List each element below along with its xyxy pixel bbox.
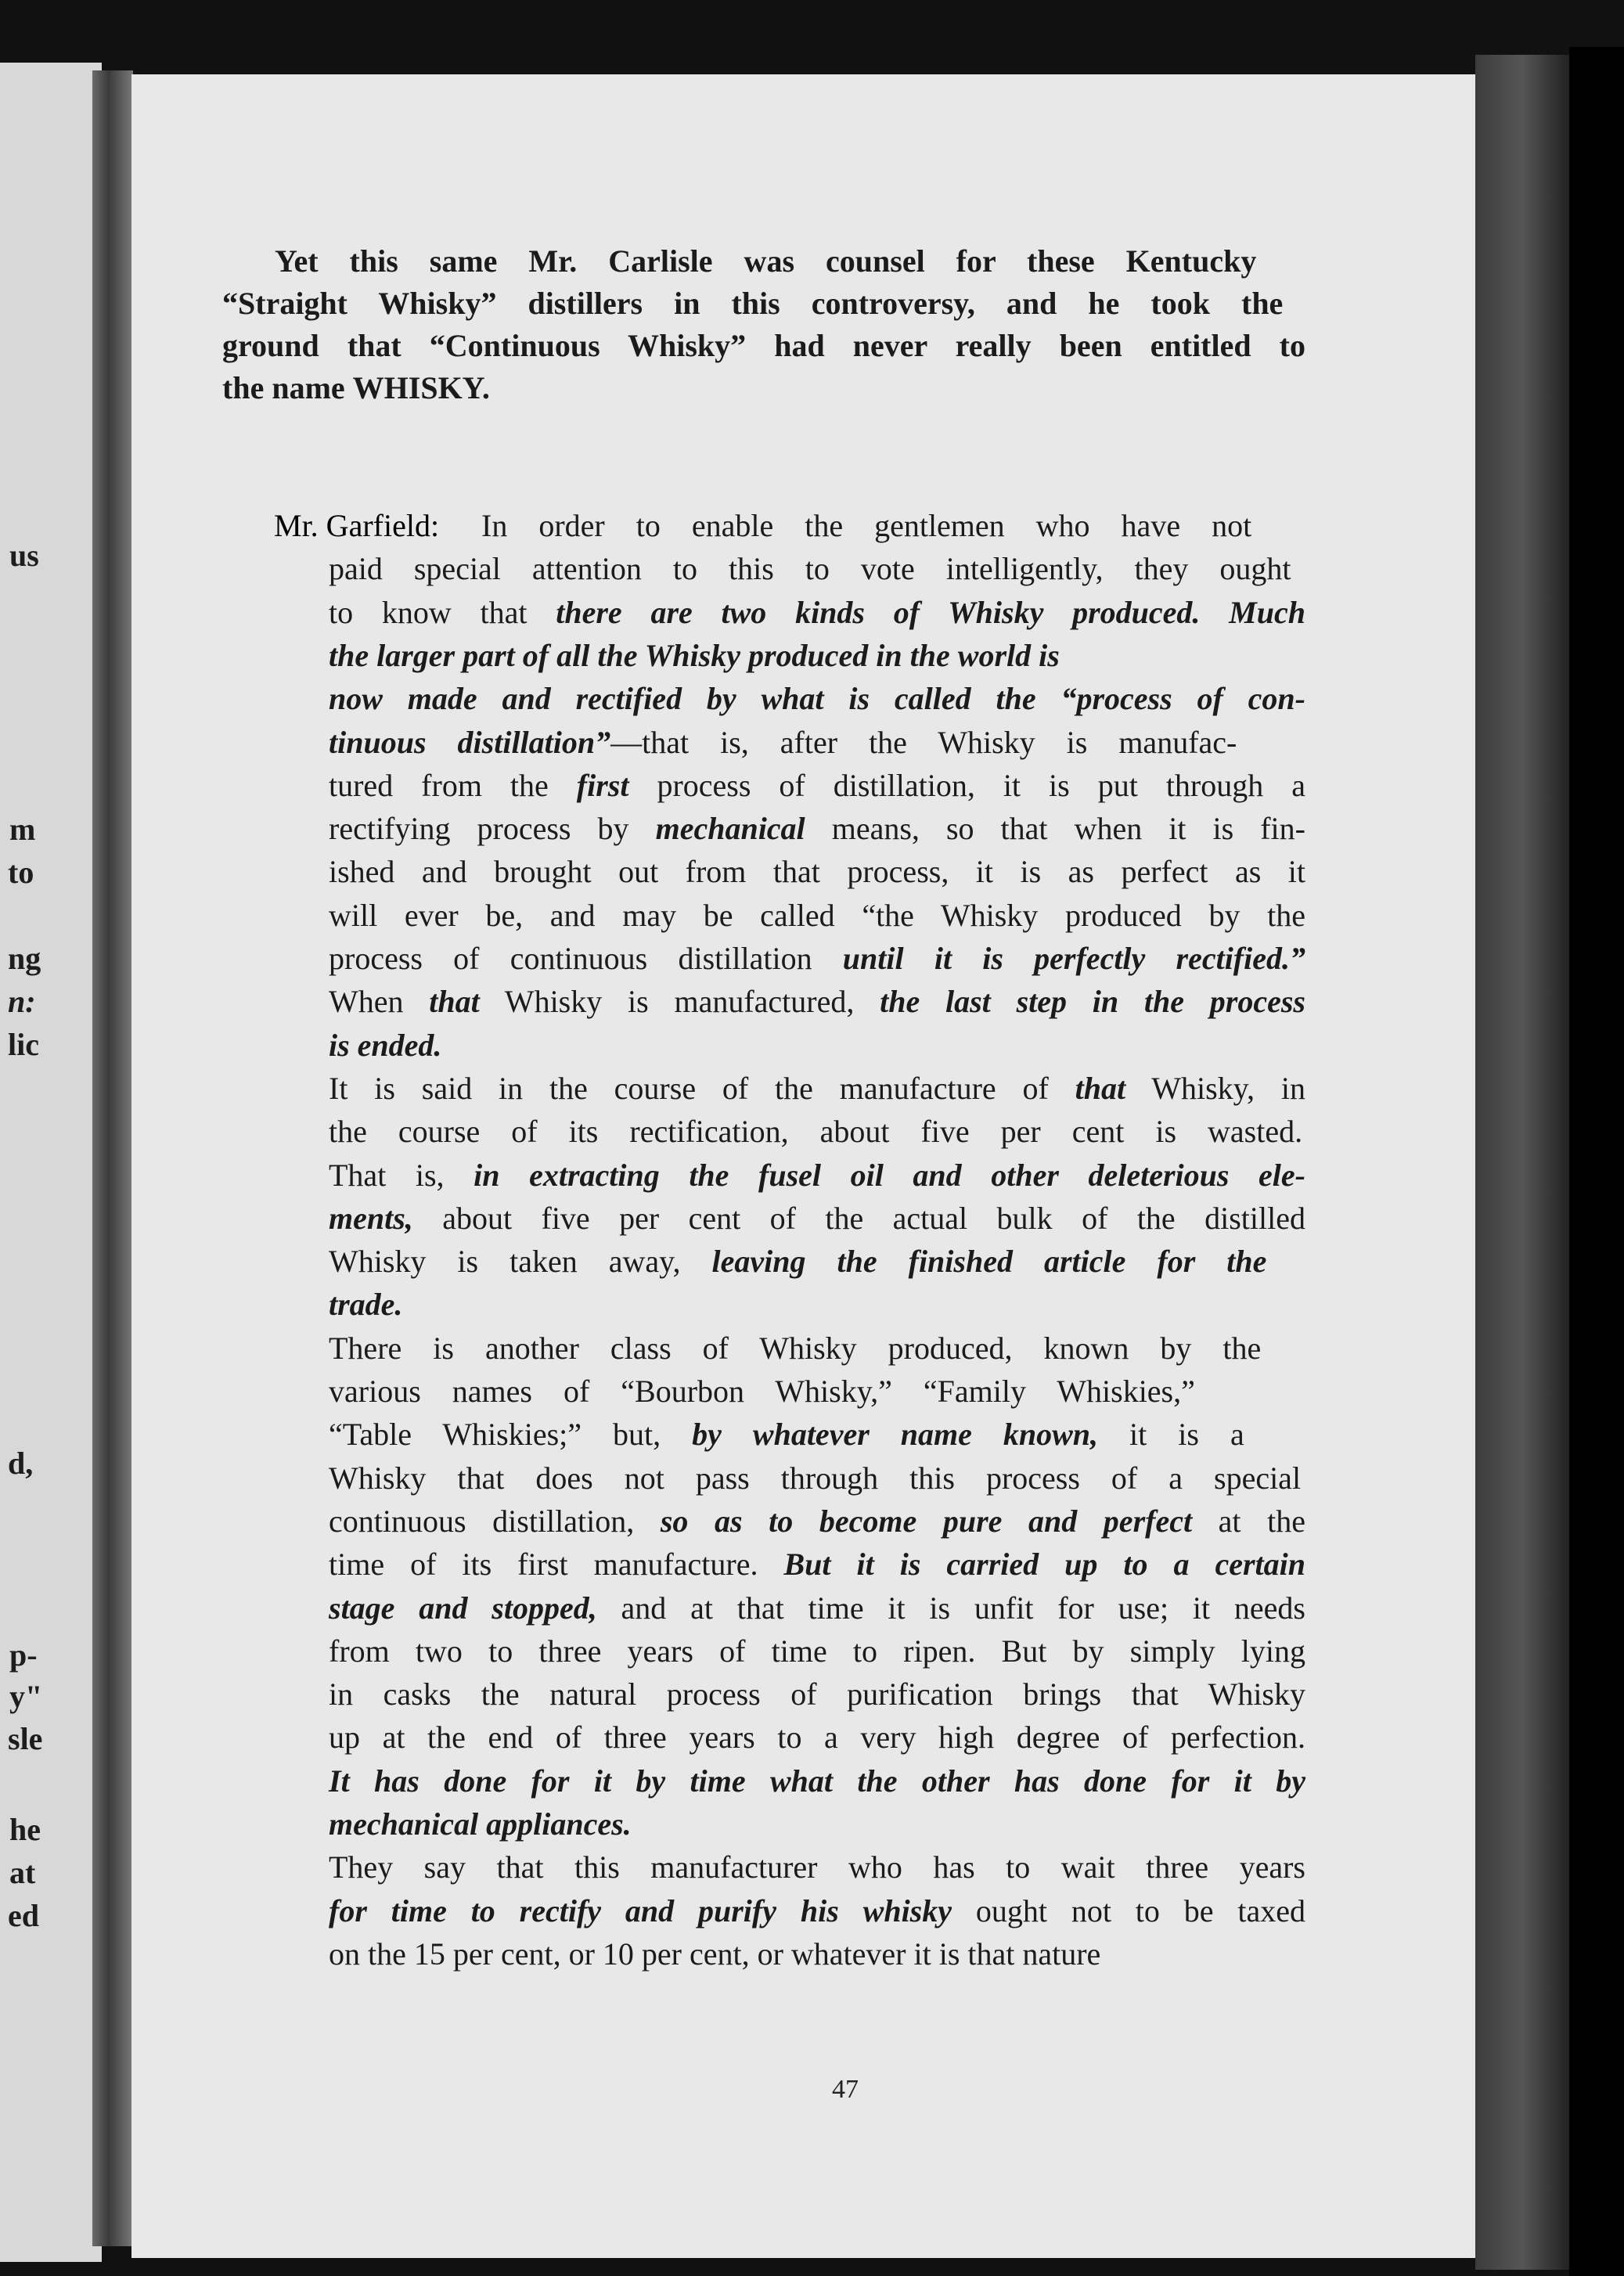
- text-run: in casks the natural process of purification brings that Whisky: [329, 1676, 1305, 1712]
- italic-run: mechanical appliances.: [329, 1806, 632, 1842]
- text-run: and at that time it is unfit for use; it needs: [596, 1590, 1305, 1626]
- text-run: When: [329, 984, 430, 1020]
- speech-line: [329, 1716, 1305, 1759]
- text-run: Whisky is manufactured,: [479, 984, 880, 1020]
- text-run: ought not to be taxed: [952, 1892, 1305, 1928]
- speech-line: [329, 1370, 1195, 1413]
- text-line: Yet this same Mr. Carlisle was counsel for these Kentucky: [275, 243, 1257, 279]
- italic-run: It has done for it by time what the other has done for it by: [329, 1763, 1305, 1799]
- speech-line: [481, 505, 1251, 547]
- italic-run: in extracting the fusel oil and other deleterious ele-: [474, 1157, 1305, 1193]
- speech-line: [329, 895, 1305, 937]
- text-run: will ever be, and may be called “the Whisky produced by the: [329, 897, 1305, 933]
- book-gutter: [92, 70, 133, 2246]
- speech-line: [329, 1241, 1266, 1283]
- italic-run: first: [576, 767, 629, 803]
- left-page-fragment: ed: [8, 1898, 39, 1933]
- text-run: various names of “Bourbon Whisky,” “Family Whiskies,”: [329, 1374, 1195, 1409]
- text-run: process of distillation, it is put through a: [628, 767, 1305, 803]
- text-run: Whisky is taken away,: [329, 1244, 712, 1280]
- scan-border: [1569, 47, 1624, 2276]
- speech-line: [329, 1284, 402, 1326]
- speech-line: [329, 851, 1305, 893]
- speech-line: [329, 678, 1305, 720]
- italic-run: by whatever name known,: [692, 1417, 1099, 1453]
- speech-line: [329, 1197, 1305, 1240]
- page-number: 47: [832, 2075, 859, 2104]
- left-page-fragment: y": [9, 1679, 43, 1714]
- left-page-fragment: m: [9, 812, 36, 847]
- right-page-edge: [1475, 55, 1569, 2270]
- text-run: it is a: [1098, 1417, 1244, 1453]
- speech-line: [329, 1068, 1305, 1110]
- speech-line: [329, 1630, 1305, 1673]
- speech-line: [329, 1933, 1100, 1975]
- speech-line: [329, 548, 1291, 590]
- speech-line: [329, 1587, 1305, 1630]
- text-line: ground that “Continuous Whisky” had never really been entitled to: [222, 328, 1305, 363]
- text-run: up at the end of three years to a very high degree of perfection.: [329, 1720, 1305, 1756]
- italic-run: for time to rectify and purify his whisky: [329, 1892, 952, 1928]
- speech-line: [329, 1673, 1305, 1716]
- left-page-fragment: he: [9, 1812, 41, 1847]
- left-page-fragment: ng: [8, 941, 41, 976]
- text-run: the course of its rectification, about five per cent is wasted.: [329, 1114, 1303, 1150]
- text-run: Whisky, in: [1125, 1070, 1305, 1106]
- italic-run: so as to become pure and perfect: [660, 1503, 1193, 1539]
- left-page-fragment: p-: [9, 1637, 38, 1673]
- left-page-fragment: at: [9, 1855, 36, 1890]
- speech-line: [329, 1111, 1302, 1153]
- italic-run: mechanical: [655, 811, 805, 847]
- left-page-fragment: d,: [8, 1446, 34, 1481]
- text-run: That is,: [329, 1157, 474, 1193]
- text-run: means, so that when it is fin-: [805, 811, 1305, 847]
- text-run: from two to three years of time to ripen. But by simply lying: [329, 1633, 1305, 1669]
- speech-line: [329, 808, 1305, 850]
- text-run: about five per cent of the actual bulk of the distilled: [412, 1200, 1305, 1236]
- left-page-fragment: sle: [8, 1721, 43, 1756]
- speech-line: [329, 722, 1237, 764]
- left-page-fragment: n:: [8, 984, 36, 1019]
- italic-run: that: [1075, 1070, 1126, 1106]
- text-run: Whisky that does not pass through this process of a special: [329, 1460, 1302, 1496]
- speech-line: [329, 981, 1305, 1023]
- speech-line: [329, 1457, 1301, 1500]
- text-run: ished and brought out from that process, it is as perfect as it: [329, 854, 1305, 890]
- speech-line: [329, 1025, 441, 1067]
- text-run: —that is, after the Whisky is manufac-: [610, 724, 1237, 760]
- speech-line: [329, 938, 1305, 980]
- text-run: In order to enable the gentlemen who have not: [481, 508, 1252, 543]
- left-page-fragment: to: [8, 855, 34, 890]
- speech-line: [329, 1500, 1305, 1543]
- speaker-label: Mr. Garfield:: [274, 508, 440, 543]
- text-line: [222, 367, 490, 409]
- text-line: “Straight Whisky” distillers in this controversy, and he took the: [222, 286, 1284, 321]
- text-run: “Table Whiskies;” but,: [329, 1417, 693, 1453]
- italic-run: now made and rectified by what is called the “process of con-: [329, 681, 1305, 717]
- small-caps-word: WHISKY.: [352, 370, 490, 405]
- text-run: It is said in the course of the manufacture of: [329, 1070, 1075, 1106]
- italic-run: there are two kinds of Whisky produced. Much: [556, 594, 1305, 630]
- speech-line: [329, 1413, 1244, 1456]
- speech-line: [329, 1543, 1305, 1586]
- italic-run: is ended.: [329, 1027, 442, 1063]
- speech-line: [329, 592, 1305, 634]
- text-run: They say that this manufacturer who has to wait three years: [329, 1849, 1305, 1885]
- text-run: on the 15 per cent, or 10 per cent, or whatever it is that nature: [329, 1936, 1101, 1972]
- text-run: paid special attention to this to vote intelligently, they ought: [329, 551, 1291, 587]
- italic-run: the larger part of all the Whisky produced in the world is: [329, 637, 1060, 673]
- italic-run: until it is perfectly rectified.”: [842, 941, 1305, 976]
- text-run: continuous distillation,: [329, 1503, 661, 1539]
- text-run: process of continuous distillation: [329, 941, 843, 976]
- speech-line: [329, 1846, 1305, 1889]
- speech-line: [329, 765, 1305, 807]
- speech-line: [329, 1760, 1305, 1802]
- italic-run: But it is carried up to a certain: [783, 1547, 1305, 1583]
- speech-line: [329, 1327, 1261, 1370]
- speech-line: [329, 635, 1060, 677]
- italic-run: that: [429, 984, 480, 1020]
- italic-run: tinuous distillation”: [329, 724, 611, 760]
- text-run: tured from the: [329, 767, 577, 803]
- italic-run: the last step in the process: [880, 984, 1305, 1020]
- speech-line: [329, 1890, 1305, 1932]
- speech-line: [329, 1154, 1305, 1197]
- text-run: the name: [222, 370, 353, 405]
- text-run: to know that: [329, 594, 556, 630]
- speech-line: [329, 1803, 632, 1846]
- left-page-fragment: lic: [8, 1027, 39, 1062]
- book-page: [131, 74, 1478, 2258]
- text-run: There is another class of Whisky produced, known by the: [329, 1330, 1262, 1366]
- italic-run: leaving the finished article for the: [711, 1244, 1267, 1280]
- text-run: time of its first manufacture.: [329, 1547, 784, 1583]
- text-run: at the: [1192, 1503, 1305, 1539]
- text-run: rectifying process by: [329, 811, 656, 847]
- italic-run: trade.: [329, 1287, 403, 1323]
- left-page-fragment: us: [9, 538, 39, 573]
- italic-run: stage and stopped,: [329, 1590, 597, 1626]
- italic-run: ments,: [329, 1200, 413, 1236]
